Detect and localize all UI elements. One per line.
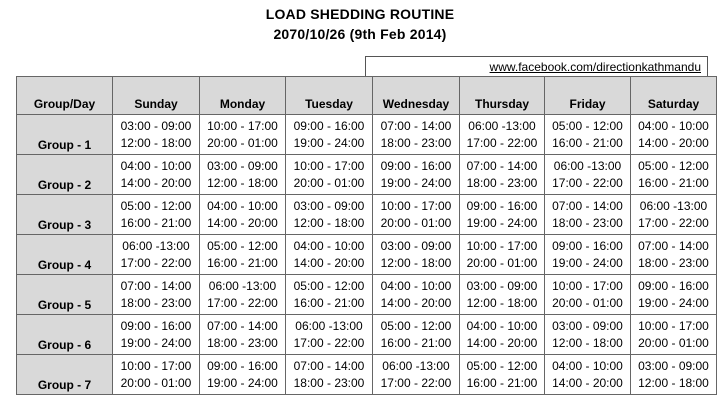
time-slot: 12:00 - 18:00 [207, 175, 278, 190]
time-slot: 14:00 - 20:00 [120, 175, 192, 190]
schedule-cell [631, 115, 717, 155]
time-slot: 06:00 -13:00 [295, 318, 363, 333]
group-label: Group - 5 [17, 275, 113, 315]
time-slot: 09:00 - 16:00 [552, 238, 623, 253]
time-slot: 04:00 - 10:00 [293, 238, 365, 253]
schedule-cell [286, 275, 373, 315]
schedule-cell [286, 155, 373, 195]
schedule-cell [373, 315, 460, 355]
time-slot: 19:00 - 24:00 [380, 175, 452, 190]
schedule-cell [200, 195, 286, 235]
schedule-cell [545, 195, 631, 235]
schedule-cell [200, 115, 286, 155]
time-slot: 05:00 - 12:00 [207, 238, 278, 253]
time-slot: 17:00 - 22:00 [466, 135, 538, 150]
day-header-wednesday: Wednesday [373, 77, 460, 115]
time-slot: 14:00 - 20:00 [466, 335, 538, 350]
schedule-cell [631, 315, 717, 355]
time-slot: 20:00 - 01:00 [466, 255, 538, 270]
time-slot: 07:00 - 14:00 [552, 198, 623, 213]
time-slot: 04:00 - 10:00 [638, 118, 709, 133]
time-slot: 05:00 - 12:00 [293, 278, 365, 293]
time-slot: 12:00 - 18:00 [293, 215, 365, 230]
schedule-cell [631, 155, 717, 195]
time-slot: 19:00 - 24:00 [207, 375, 278, 390]
schedule-cell [631, 195, 717, 235]
time-slot: 09:00 - 16:00 [293, 118, 365, 133]
time-slot: 03:00 - 09:00 [293, 198, 365, 213]
schedule-cell [460, 235, 545, 275]
time-slot: 06:00 -13:00 [468, 118, 536, 133]
time-slot: 18:00 - 23:00 [380, 135, 452, 150]
time-slot: 06:00 -13:00 [639, 198, 708, 213]
schedule-cell [545, 315, 631, 355]
time-slot: 09:00 - 16:00 [120, 318, 192, 333]
time-slot: 18:00 - 23:00 [207, 335, 278, 350]
time-slot: 20:00 - 01:00 [552, 295, 623, 310]
schedule-cell [113, 275, 200, 315]
time-slot: 12:00 - 18:00 [638, 375, 709, 390]
time-slot: 06:00 -13:00 [382, 358, 450, 373]
time-slot: 17:00 - 22:00 [552, 175, 623, 190]
table-row [17, 315, 717, 355]
table-row [17, 235, 717, 275]
schedule-cell [545, 155, 631, 195]
schedule-cell [373, 355, 460, 395]
time-slot: 10:00 - 17:00 [466, 238, 538, 253]
schedule-cell [373, 115, 460, 155]
time-slot: 07:00 - 14:00 [638, 238, 709, 253]
schedule-cell [460, 355, 545, 395]
day-header-sunday: Sunday [113, 77, 200, 115]
time-slot: 20:00 - 01:00 [207, 135, 278, 150]
time-slot: 16:00 - 21:00 [466, 375, 538, 390]
time-slot: 14:00 - 20:00 [638, 135, 709, 150]
table-row [17, 355, 717, 395]
schedule-cell [286, 115, 373, 155]
header-row [17, 77, 717, 115]
time-slot: 17:00 - 22:00 [638, 215, 709, 230]
schedule-cell [460, 275, 545, 315]
time-slot: 05:00 - 12:00 [638, 158, 709, 173]
schedule-cell [286, 315, 373, 355]
schedule-cell [631, 235, 717, 275]
time-slot: 06:00 -13:00 [553, 158, 622, 173]
schedule-cell [373, 195, 460, 235]
time-slot: 17:00 - 22:00 [207, 295, 278, 310]
time-slot: 04:00 - 10:00 [552, 358, 623, 373]
schedule-cell [545, 355, 631, 395]
time-slot: 18:00 - 23:00 [466, 175, 538, 190]
schedule-cell [545, 275, 631, 315]
time-slot: 12:00 - 18:00 [380, 255, 452, 270]
schedule-cell [113, 195, 200, 235]
schedule-cell [373, 235, 460, 275]
source-url-box [365, 56, 708, 77]
schedule-cell [373, 275, 460, 315]
time-slot: 03:00 - 09:00 [120, 118, 192, 133]
corner-header: Group/Day [17, 77, 113, 115]
group-label: Group - 2 [17, 155, 113, 195]
time-slot: 12:00 - 18:00 [120, 135, 192, 150]
time-slot: 10:00 - 17:00 [293, 158, 365, 173]
time-slot: 17:00 - 22:00 [380, 375, 452, 390]
group-label: Group - 3 [17, 195, 113, 235]
group-label: Group - 1 [17, 115, 113, 155]
schedule-cell [113, 235, 200, 275]
time-slot: 07:00 - 14:00 [120, 278, 192, 293]
schedule-cell [200, 355, 286, 395]
schedule-cell [200, 275, 286, 315]
time-slot: 07:00 - 14:00 [293, 358, 365, 373]
schedule-cell [113, 155, 200, 195]
time-slot: 17:00 - 22:00 [120, 255, 192, 270]
time-slot: 16:00 - 21:00 [120, 215, 192, 230]
routine-body [17, 115, 717, 395]
time-slot: 20:00 - 01:00 [380, 215, 452, 230]
schedule-cell [286, 235, 373, 275]
page-title: LOAD SHEDDING ROUTINE [265, 6, 455, 22]
time-slot: 04:00 - 10:00 [380, 278, 452, 293]
time-slot: 18:00 - 23:00 [552, 215, 623, 230]
time-slot: 04:00 - 10:00 [466, 318, 538, 333]
time-slot: 10:00 - 17:00 [638, 318, 709, 333]
time-slot: 18:00 - 23:00 [293, 375, 365, 390]
time-slot: 10:00 - 17:00 [120, 358, 192, 373]
time-slot: 16:00 - 21:00 [380, 335, 452, 350]
time-slot: 16:00 - 21:00 [552, 135, 623, 150]
time-slot: 05:00 - 12:00 [552, 118, 623, 133]
schedule-cell [460, 155, 545, 195]
day-header-thursday: Thursday [460, 77, 545, 115]
time-slot: 10:00 - 17:00 [207, 118, 278, 133]
time-slot: 04:00 - 10:00 [120, 158, 192, 173]
time-slot: 18:00 - 23:00 [120, 295, 192, 310]
time-slot: 19:00 - 24:00 [466, 215, 538, 230]
day-header-monday: Monday [200, 77, 286, 115]
time-slot: 20:00 - 01:00 [293, 175, 365, 190]
time-slot: 16:00 - 21:00 [638, 175, 709, 190]
schedule-cell [286, 355, 373, 395]
schedule-cell [631, 275, 717, 315]
time-slot: 19:00 - 24:00 [552, 255, 623, 270]
schedule-cell [545, 115, 631, 155]
time-slot: 05:00 - 12:00 [380, 318, 452, 333]
time-slot: 12:00 - 18:00 [466, 295, 538, 310]
time-slot: 10:00 - 17:00 [552, 278, 623, 293]
time-slot: 05:00 - 12:00 [466, 358, 538, 373]
table-row [17, 115, 717, 155]
routine-table [16, 76, 717, 395]
time-slot: 16:00 - 21:00 [207, 255, 278, 270]
time-slot: 07:00 - 14:00 [207, 318, 278, 333]
time-slot: 09:00 - 16:00 [466, 198, 538, 213]
time-slot: 16:00 - 21:00 [293, 295, 365, 310]
time-slot: 05:00 - 12:00 [120, 198, 192, 213]
time-slot: 09:00 - 16:00 [207, 358, 278, 373]
schedule-cell [286, 195, 373, 235]
schedule-cell [460, 115, 545, 155]
table-row [17, 275, 717, 315]
schedule-cell [460, 195, 545, 235]
time-slot: 03:00 - 09:00 [638, 358, 709, 373]
time-slot: 20:00 - 01:00 [120, 375, 192, 390]
table-row [17, 195, 717, 235]
group-label: Group - 6 [17, 315, 113, 355]
day-header-friday: Friday [545, 77, 631, 115]
schedule-cell [113, 115, 200, 155]
time-slot: 20:00 - 01:00 [638, 335, 709, 350]
source-url-link[interactable]: www.facebook.com/directionkathmandu [489, 60, 701, 74]
time-slot: 14:00 - 20:00 [293, 255, 365, 270]
time-slot: 17:00 - 22:00 [293, 335, 365, 350]
time-slot: 10:00 - 17:00 [380, 198, 452, 213]
schedule-cell [460, 315, 545, 355]
day-header-saturday: Saturday [631, 77, 717, 115]
schedule-cell [631, 355, 717, 395]
time-slot: 09:00 - 16:00 [638, 278, 709, 293]
time-slot: 07:00 - 14:00 [380, 118, 452, 133]
time-slot: 03:00 - 09:00 [466, 278, 538, 293]
time-slot: 19:00 - 24:00 [638, 295, 709, 310]
time-slot: 19:00 - 24:00 [293, 135, 365, 150]
schedule-cell [373, 155, 460, 195]
time-slot: 04:00 - 10:00 [207, 198, 278, 213]
time-slot: 14:00 - 20:00 [552, 375, 623, 390]
time-slot: 18:00 - 23:00 [638, 255, 709, 270]
time-slot: 07:00 - 14:00 [466, 158, 538, 173]
time-slot: 03:00 - 09:00 [552, 318, 623, 333]
schedule-cell [200, 315, 286, 355]
schedule-cell [200, 235, 286, 275]
time-slot: 03:00 - 09:00 [380, 238, 452, 253]
time-slot: 06:00 -13:00 [122, 238, 190, 253]
day-header-tuesday: Tuesday [286, 77, 373, 115]
time-slot: 09:00 - 16:00 [380, 158, 452, 173]
time-slot: 03:00 - 09:00 [207, 158, 278, 173]
group-label: Group - 4 [17, 235, 113, 275]
page-subtitle: 2070/10/26 (9th Feb 2014) [273, 26, 447, 42]
schedule-cell [200, 155, 286, 195]
time-slot: 06:00 -13:00 [208, 278, 277, 293]
schedule-cell [545, 235, 631, 275]
time-slot: 14:00 - 20:00 [380, 295, 452, 310]
time-slot: 19:00 - 24:00 [120, 335, 192, 350]
schedule-cell [113, 315, 200, 355]
table-row [17, 155, 717, 195]
time-slot: 14:00 - 20:00 [207, 215, 278, 230]
schedule-cell [113, 355, 200, 395]
group-label: Group - 7 [17, 355, 113, 395]
time-slot: 12:00 - 18:00 [552, 335, 623, 350]
